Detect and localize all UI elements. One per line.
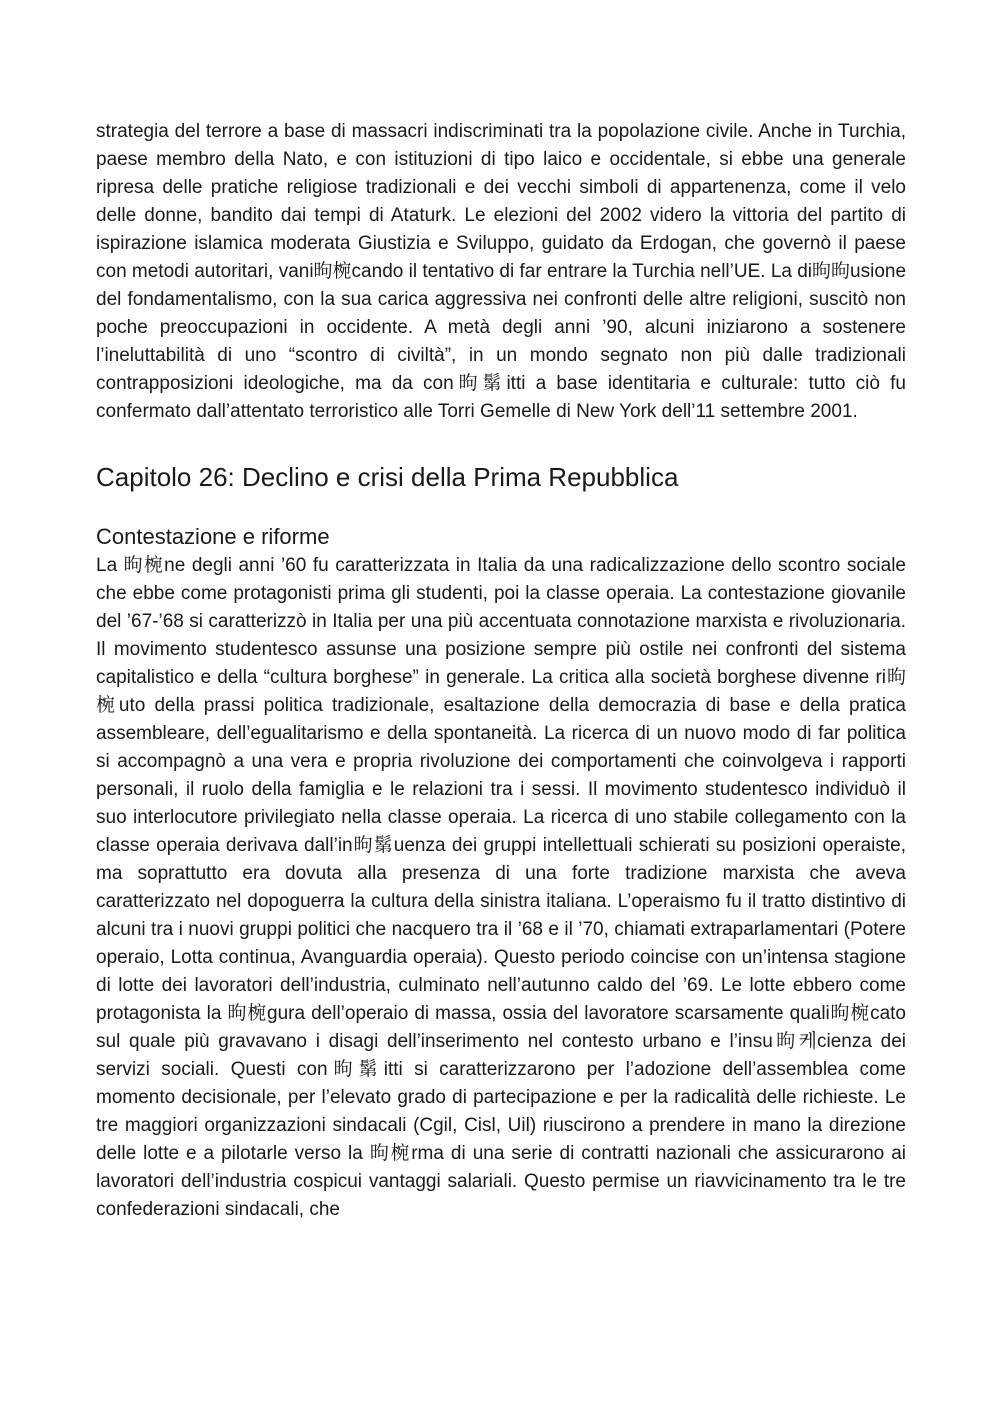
chapter-title: Capitolo 26: Declino e crisi della Prima Repubblica	[96, 462, 679, 492]
body-paragraph-2: La 昫椀ne degli anni ’60 fu caratterizzata in Italia da una radicalizzazione dello scontro sociale che ebbe come protagonisti prima gli studenti, poi la classe operaia. La contestazione giovanile del ’67-’68 si caratterizzò in Italia per una più accentuata connotazione marxista e rivoluzionaria. Il movimento studentesco assunse una posizione sempre più ostile nei confronti del sistema capitalistico e della “cultura borghese” in generale. La critica alla società borghese divenne ri昫椀uto della prassi politica tradizionale, esaltazione della democrazia di base e della pratica assembleare, dell’egualitarismo e della spontaneità. La ricerca di un nuovo modo di far politica si accompagnò a una vera e propria rivoluzione dei comportamenti che coinvolgeva i rapporti personali, il ruolo della famiglia e le relazioni tra i sessi. Il movimento studentesco individuò il suo interlocutore privilegiato nella classe operaia. La ricerca di uno stabile collegamento con la classe operaia derivava dall’in昫鬀uenza dei gruppi intellettuali schierati su posizioni operaiste, ma soprattutto era dovuta alla presenza di una forte tradizione marxista che aveva caratterizzato nel dopoguerra la cultura della sinistra italiana. L’operaismo fu il tratto distintivo di alcuni tra i nuovi gruppi politici che nacquero tra il ’68 e il ’70, chiamati extraparlamentari (Potere operaio, Lotta continua, Avanguardia operaia). Questo periodo coincise con un’intensa stagione di lotte dei lavoratori dell’industria, culminato nell’autunno caldo del ’69. Le lotte ebbero come protagonista la 昫椀gura dell’operaio di massa, ossia del lavoratore scarsamente quali昫椀cato sul quale più gravavano i disagi dell’inserimento nel contesto urbano e l’insu昫케cienza dei servizi sociali. Questi con昫鬀itti si caratterizzarono per l’adozione dell’assemblea come momento decisionale, per l’elevato grado di partecipazione e per la radicalità delle richieste. Le tre maggiori organizzazioni sindacali (Cgil, Cisl, Uil) riuscirono a prendere in mano la direzione delle lotte e a pilotarle verso la 昫椀rma di una serie di contratti nazionali che assicurarono ai lavoratori dell’industria cospicui vantaggi salariali. Questo permise un riavvicinamento tra le tre confederazioni sindacali, che	[96, 555, 906, 1220]
document-page	[96, 118, 906, 1224]
section-title: Contestazione e riforme	[96, 524, 330, 549]
body-paragraph-1: strategia del terrore a base di massacri indiscriminati tra la popolazione civile. Anche in Turchia, paese membro della Nato, e con istituzioni di tipo laico e occidentale, si ebbe una generale ripresa delle pratiche religiose tradizionali e dei vecchi simboli di appartenenza, come il velo delle donne, bandito dai tempi di Ataturk. Le elezioni del 2002 videro la vittoria del partito di ispirazione islamica moderata Giustizia e Sviluppo, guidato da Erdogan, che governò il paese con metodi autoritari, vani昫椀cando il tentativo di far entrare la Turchia nell’UE. La di昫昫usione del fondamentalismo, con la sua carica aggressiva nei confronti delle altre religioni, suscitò non poche preoccupazioni in occidente. A metà degli anni ’90, alcuni iniziarono a sostenere l’ineluttabilità di uno “scontro di civiltà”, in un mondo segnato non più dalle tradizionali contrapposizioni ideologiche, ma da con昫鬀itti a base identitaria e culturale: tutto ciò fu confermato dall’attentato terroristico alle Torri Gemelle di New York dell’11 settembre 2001.	[96, 121, 907, 422]
